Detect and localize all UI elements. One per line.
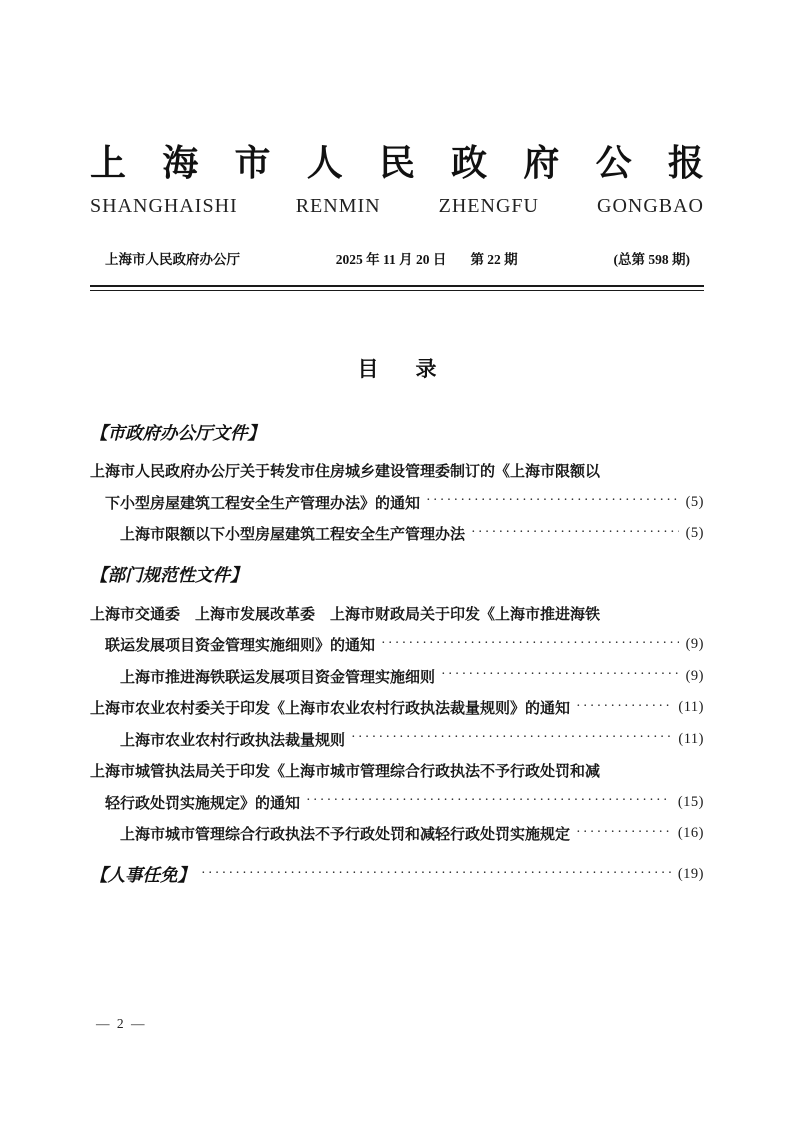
- dot-leader: [471, 525, 679, 541]
- title-char: 民: [378, 143, 415, 183]
- issue-number: 第 22 期: [470, 252, 518, 267]
- section-heading-label: 【人事任免】: [90, 865, 195, 885]
- section-heading-label: 【部门规范性文件】: [90, 565, 248, 585]
- toc-entry-text: 上海市农业农村委关于印发《上海市农业农村行政执法裁量规则》的通知: [90, 701, 571, 718]
- toc-section-lines: [90, 455, 704, 550]
- toc-entry-line: [90, 661, 704, 693]
- toc-title-char: 目: [357, 357, 379, 381]
- title-char: 报: [667, 143, 704, 183]
- toc-page-number: (11): [678, 699, 704, 716]
- toc-entry-line: [90, 724, 704, 756]
- toc-title: [90, 358, 704, 381]
- roman-word: ZHENGFU: [438, 195, 539, 217]
- dot-leader: [351, 730, 671, 746]
- dot-leader: [426, 493, 679, 509]
- cumulative-issue-number: (总第 598 期): [613, 252, 690, 267]
- toc-entry-line: [90, 818, 704, 850]
- toc-page-number: (15): [677, 793, 704, 810]
- masthead-divider-rule: [90, 285, 704, 291]
- toc-entry-text: 上海市限额以下小型房屋建筑工程安全生产管理办法: [120, 527, 466, 544]
- toc-entry-text: 联运发展项目资金管理实施细则》的通知: [105, 638, 376, 655]
- toc-entry-text: 下小型房屋建筑工程安全生产管理办法》的通知: [105, 495, 421, 512]
- dot-leader: [441, 667, 679, 683]
- toc-entry-text: 上海市农业农村行政执法裁量规则: [120, 732, 346, 749]
- issue-date: 2025 年 11 月 20 日: [335, 252, 447, 267]
- dot-leader: [306, 793, 671, 809]
- title-char: 府: [523, 143, 560, 183]
- toc-page-number: (9): [685, 636, 704, 653]
- toc-entry-text: 上海市推进海铁联运发展项目资金管理实施细则: [120, 669, 436, 686]
- toc-entry-line: [90, 598, 704, 630]
- footer-page-number: — 2 —: [96, 1016, 147, 1031]
- roman-word: SHANGHAISHI: [90, 195, 238, 217]
- issue-date-group: [336, 250, 518, 270]
- title-char: 市: [234, 143, 271, 183]
- toc-page-number: (9): [685, 667, 704, 684]
- title-char: 人: [306, 143, 343, 183]
- toc-entry-line: [90, 755, 704, 787]
- roman-word: GONGBAO: [597, 195, 704, 217]
- toc-page-number: (19): [677, 866, 704, 882]
- title-char: 公: [595, 143, 632, 183]
- title-char: 政: [451, 143, 488, 183]
- toc-entry-line: [90, 487, 704, 519]
- toc-page-number: (5): [685, 493, 704, 510]
- toc-entry-text: 上海市城市管理综合行政执法不予行政处罚和减轻行政处罚实施规定: [120, 827, 571, 844]
- toc-entry-line: [90, 518, 704, 550]
- issuing-office: 上海市人民政府办公厅: [105, 252, 240, 267]
- issue-info-bar: [90, 250, 704, 270]
- toc-entry-text: 轻行政处罚实施规定》的通知: [105, 795, 301, 812]
- gazette-title-romanization: [90, 195, 704, 217]
- dot-leader: [576, 699, 671, 715]
- toc-entry-line: [90, 787, 704, 819]
- toc-section-heading-personnel-appointments: [90, 860, 704, 890]
- title-char: 上: [90, 143, 127, 183]
- dot-leader: [201, 866, 671, 882]
- toc-entry-text: 上海市城管执法局关于印发《上海市城市管理综合行政执法不予行政处罚和减: [90, 764, 601, 781]
- toc-section-heading-municipal-office-documents: [90, 417, 704, 447]
- dot-leader: [381, 636, 679, 652]
- toc-entry-line: [90, 629, 704, 661]
- toc-page-number: (16): [677, 825, 704, 842]
- section-heading-label: 【市政府办公厅文件】: [90, 422, 265, 443]
- toc-entry-line: [90, 692, 704, 724]
- title-char: 海: [162, 143, 199, 183]
- table-of-contents: [90, 417, 704, 890]
- toc-entry-line: [90, 455, 704, 487]
- masthead: [90, 0, 704, 217]
- dot-leader: [576, 825, 671, 841]
- gazette-title: [90, 144, 704, 182]
- toc-entry-text: 上海市人民政府办公厅关于转发市住房城乡建设管理委制订的《上海市限额以: [90, 464, 601, 481]
- toc-section-heading-departmental-normative-documents: [90, 560, 704, 590]
- toc-page-number: (5): [685, 525, 704, 542]
- roman-word: RENMIN: [295, 195, 381, 217]
- toc-page-number: (11): [678, 730, 704, 747]
- toc-title-char: 录: [415, 357, 437, 381]
- toc-entry-text: 上海市交通委 上海市发展改革委 上海市财政局关于印发《上海市推进海铁: [90, 606, 601, 623]
- toc-section-lines: [90, 598, 704, 850]
